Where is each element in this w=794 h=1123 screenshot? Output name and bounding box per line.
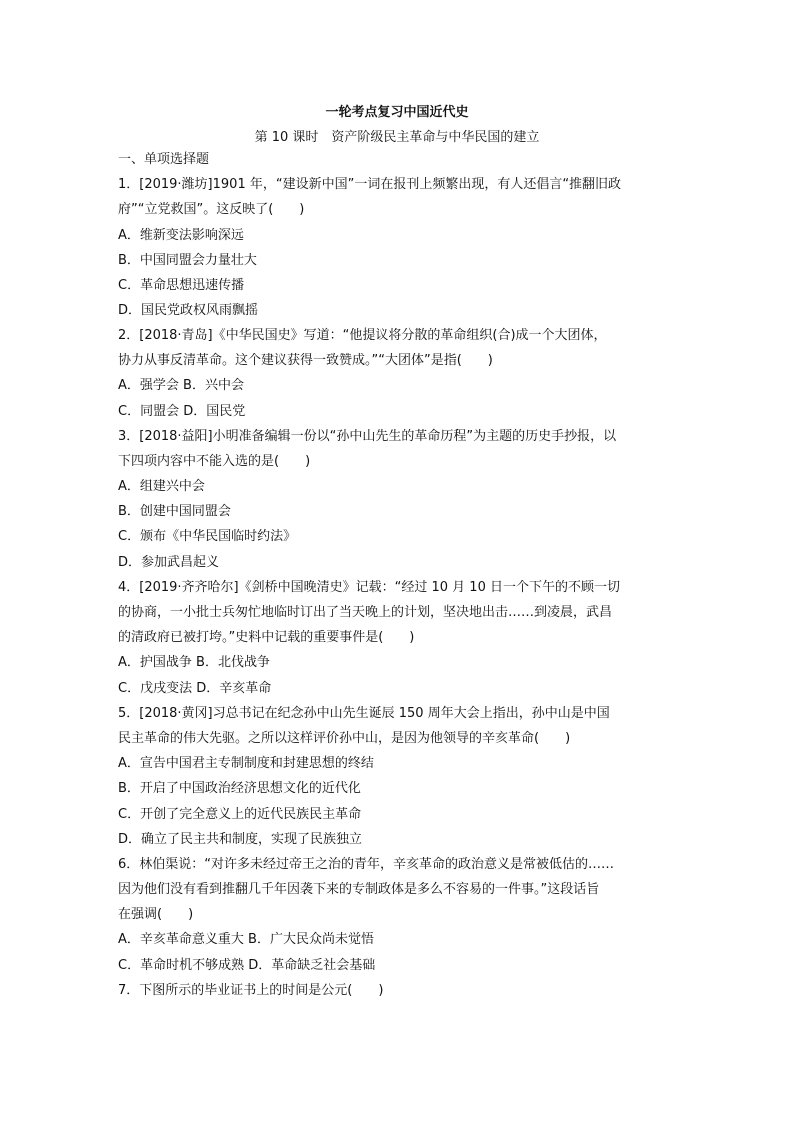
question-6-options-cd: C．革命时机不够成熟 D．革命缺乏社会基础 (118, 958, 376, 973)
question-4-text: 的协商，一小批士兵匆忙地临时订出了当天晚上的计划，坚决地出击……到凌晨，武昌 (118, 605, 613, 620)
document-title: 一轮考点复习中国近代史 (325, 105, 469, 120)
question-4-options-cd: C．戊戌变法 D．辛亥革命 (118, 681, 272, 696)
question-4-options-ab: A．护国战争 B．北伐战争 (118, 655, 270, 670)
question-5-option-d: D．确立了民主共和制度，实现了民族独立 (118, 832, 363, 847)
question-4-text: 的清政府已被打垮。”史料中记载的重要事件是( ) (118, 630, 415, 645)
question-6-text: 在强调( ) (118, 907, 194, 922)
question-1-option-d: D．国民党政权风雨飘摇 (118, 303, 259, 318)
question-3-option-c: C．颁布《中华民国临时约法》 (118, 529, 297, 544)
question-2-text: 协力从事反清革命。这个建议获得一致赞成。”“大团体”是指( ) (118, 353, 493, 368)
question-3-option-d: D．参加武昌起义 (118, 555, 220, 570)
question-2-options-ab: A．强学会 B．兴中会 (118, 378, 244, 393)
question-5-text: 5．[2018·黄冈]习总书记在纪念孙中山先生诞辰 150 周年大会上指出，孙中山是中国 (118, 706, 610, 721)
question-2-options-cd: C．同盟会 D．国民党 (118, 404, 246, 419)
question-4-text: 4．[2019·齐齐哈尔]《剑桥中国晚清史》记载：“经过 10 月 10 日一个下午的不顾一切 (118, 580, 620, 595)
question-1-option-c: C．革命思想迅速传播 (118, 278, 245, 293)
question-3-option-b: B．创建中国同盟会 (118, 504, 231, 519)
question-1-option-b: B．中国同盟会力量壮大 (118, 253, 257, 268)
question-2-text: 2．[2018·青岛]《中华民国史》写道：“他提议将分散的革命组织(合)成一个大团体， (118, 328, 607, 343)
question-1-text: 1．[2019·潍坊]1901 年，“建设新中国”一词在报刊上频繁出现，有人还倡言“推翻旧政 (118, 177, 622, 192)
question-5-option-c: C．开创了完全意义上的近代民族民主革命 (118, 807, 362, 822)
question-6-text: 因为他们没有看到推翻几千年因袭下来的专制政体是多么不容易的一件事。”这段话旨 (118, 882, 600, 897)
question-3-option-a: A．组建兴中会 (118, 479, 205, 494)
question-1-option-a: A．维新变法影响深远 (118, 228, 244, 243)
question-5-option-b: B．开启了中国政治经济思想文化的近代化 (118, 781, 361, 796)
lesson-subtitle: 第 10 课时 资产阶级民主革命与中华民国的建立 (254, 130, 540, 145)
question-6-options-ab: A．辛亥革命意义重大 B．广大民众尚未觉悟 (118, 932, 374, 947)
question-6-text: 6．林伯渠说：“对许多未经过帝王之治的青年，辛亥革命的政治意义是常被低估的…… (118, 857, 615, 872)
question-7-text: 7．下图所示的毕业证书上的时间是公元( ) (118, 983, 384, 998)
question-1-text: 府”“立党救国”。这反映了( ) (118, 202, 305, 217)
question-3-text: 3．[2018·益阳]小明准备编辑一份以“孙中山先生的革命历程”为主题的历史手抄报，以 (118, 429, 617, 444)
section-heading: 一、单项选择题 (118, 152, 210, 167)
question-3-text: 下四项内容中不能入选的是( ) (118, 454, 311, 469)
question-5-option-a: A．宣告中国君主专制制度和封建思想的终结 (118, 756, 374, 771)
question-5-text: 民主革命的伟大先驱。之所以这样评价孙中山，是因为他领导的辛亥革命( ) (118, 731, 571, 746)
